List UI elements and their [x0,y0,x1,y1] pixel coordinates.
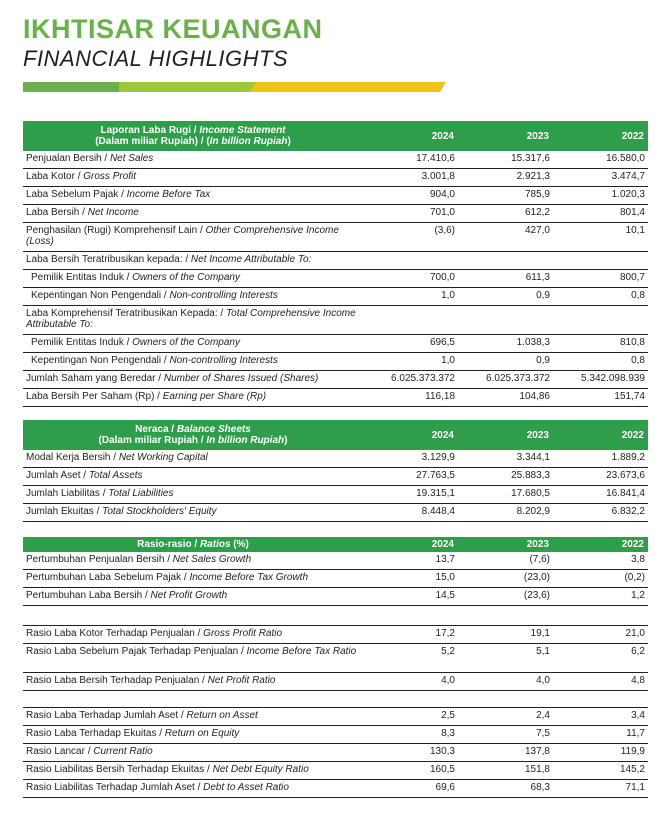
table-row [23,644,648,673]
cell-2022: 16.841,4 [553,486,648,504]
cell-2023: 19,1 [458,626,553,644]
row-label: Penghasilan (Rugi) Komprehensif Lain / Other Comprehensive Income (Loss) [23,223,363,252]
cell-2023: 151,8 [458,762,553,780]
cell-2024: 8,3 [363,726,458,744]
cell-2024: 700,0 [363,270,458,288]
income-rows [23,151,648,407]
table-row [23,270,648,288]
cell-2022: 800,7 [553,270,648,288]
table-row [23,335,648,353]
cell-2022: 6.832,2 [553,504,648,522]
cell-2022: 21,0 [553,626,648,644]
table-row [23,252,648,270]
cell-2024: 130,3 [363,744,458,762]
row-label: Rasio Laba Terhadap Ekuitas / Return on Equity [23,726,363,744]
cell-2022: 119,9 [553,744,648,762]
year-2023: 2023 [458,420,553,450]
row-label: Modal Kerja Bersih / Net Working Capital [23,450,363,468]
cell-2024: (3,6) [363,223,458,252]
cell-2022: 6,2 [553,644,648,673]
row-label: Laba Komprehensif Teratribusikan Kepada: / Total Comprehensive Income Attributable To: [23,306,363,335]
cell-2024: 116,18 [363,389,458,407]
cell-2023: 4,0 [458,673,553,691]
cell-2024: 1,0 [363,288,458,306]
row-label: Pemilik Entitas Induk / Owners of the Company [23,270,363,288]
income-header: Laporan Laba Rugi / Income Statement (Dalam miliar Rupiah) / (In billion Rupiah) [23,121,363,151]
income-statement-table [23,121,648,407]
cell-2023: 611,3 [458,270,553,288]
row-label: Pertumbuhan Laba Sebelum Pajak / Income Before Tax Growth [23,570,363,588]
table-row [23,486,648,504]
cell-2023: 5,1 [458,644,553,673]
cell-2023: 15.317,6 [458,151,553,169]
ratio-return-rows [23,708,648,798]
cell-2023: 1.038,3 [458,335,553,353]
year-2023: 2023 [458,537,553,552]
cell-2022: 0,8 [553,353,648,371]
cell-2023 [458,252,553,270]
cell-2022: 1,2 [553,588,648,606]
row-label: Jumlah Aset / Total Assets [23,468,363,486]
row-label: Rasio Laba Sebelum Pajak Terhadap Penjualan / Income Before Tax Ratio [23,644,363,673]
cell-2024: 19.315,1 [363,486,458,504]
cell-2022: 151,74 [553,389,648,407]
table-row [23,371,648,389]
row-label: Jumlah Saham yang Beredar / Number of Shares Issued (Shares) [23,371,363,389]
table-row [23,205,648,223]
cell-2024: 14,5 [363,588,458,606]
table-row [23,450,648,468]
cell-2022: 3.474,7 [553,169,648,187]
cell-2024: 696,5 [363,335,458,353]
cell-2024: 160,5 [363,762,458,780]
cell-2023: 2,4 [458,708,553,726]
cell-2022: 23.673,6 [553,468,648,486]
row-label: Penjualan Bersih / Net Sales [23,151,363,169]
cell-2024: 13,7 [363,552,458,570]
row-label: Pertumbuhan Penjualan Bersih / Net Sales Growth [23,552,363,570]
row-label: Kepentingan Non Pengendali / Non-controlling Interests [23,353,363,371]
row-label: Rasio Liabilitas Terhadap Jumlah Aset / Debt to Asset Ratio [23,780,363,798]
row-label: Rasio Laba Terhadap Jumlah Aset / Return on Asset [23,708,363,726]
year-2024: 2024 [363,121,458,151]
cell-2024: 8.448,4 [363,504,458,522]
cell-2022: 3,8 [553,552,648,570]
cell-2023: (7,6) [458,552,553,570]
cell-2024: 6.025.373.372 [363,371,458,389]
cell-2023: 7,5 [458,726,553,744]
cell-2024: 4,0 [363,673,458,691]
table-row [23,626,648,644]
table-row [23,780,648,798]
cell-2023: 427,0 [458,223,553,252]
table-row [23,588,648,606]
table-row [23,762,648,780]
year-2022: 2022 [553,420,648,450]
cell-2023: 8.202,9 [458,504,553,522]
cell-2024: 5,2 [363,644,458,673]
ratio-growth-rows [23,552,648,606]
row-label: Rasio Laba Bersih Terhadap Penjualan / Net Profit Ratio [23,673,363,691]
balance-rows [23,450,648,522]
cell-2022: 4,8 [553,673,648,691]
cell-2022 [553,306,648,335]
cell-2024: 69,6 [363,780,458,798]
cell-2022: 145,2 [553,762,648,780]
cell-2024 [363,306,458,335]
cell-2023: 68,3 [458,780,553,798]
row-label: Kepentingan Non Pengendali / Non-controlling Interests [23,288,363,306]
row-label: Laba Bersih / Net Income [23,205,363,223]
cell-2023: 0,9 [458,288,553,306]
cell-2024: 17.410,6 [363,151,458,169]
table-row [23,151,648,169]
table-row [23,504,648,522]
table-row [23,468,648,486]
cell-2023: (23,6) [458,588,553,606]
table-row [23,389,648,407]
row-label: Pertumbuhan Laba Bersih / Net Profit Growth [23,588,363,606]
cell-2023: 2.921,3 [458,169,553,187]
cell-2024: 15,0 [363,570,458,588]
page-title: IKHTISAR KEUANGAN [23,14,323,44]
cell-2022: 10,1 [553,223,648,252]
cell-2023: 3.344,1 [458,450,553,468]
decorative-stripe [23,82,447,92]
cell-2022: 71,1 [553,780,648,798]
cell-2024: 904,0 [363,187,458,205]
table-row [23,306,648,335]
cell-2022: 1.020,3 [553,187,648,205]
row-label: Rasio Lancar / Current Ratio [23,744,363,762]
table-row [23,673,648,691]
cell-2022: 1.889,2 [553,450,648,468]
table-row [23,288,648,306]
table-row [23,570,648,588]
cell-2023: 104,86 [458,389,553,407]
row-label: Jumlah Liabilitas / Total Liabilities [23,486,363,504]
ratios-table-profitability [23,625,648,691]
cell-2024 [363,252,458,270]
table-row [23,353,648,371]
cell-2023: 6.025.373.372 [458,371,553,389]
table-row [23,187,648,205]
year-2022: 2022 [553,537,648,552]
row-label: Pemilik Entitas Induk / Owners of the Company [23,335,363,353]
page-subtitle: FINANCIAL HIGHLIGHTS [23,46,289,71]
cell-2022: 5.342.098.939 [553,371,648,389]
cell-2022: 16.580,0 [553,151,648,169]
row-label: Jumlah Ekuitas / Total Stockholders' Equity [23,504,363,522]
year-2023: 2023 [458,121,553,151]
cell-2023: (23,0) [458,570,553,588]
ratio-margin-rows [23,626,648,691]
cell-2024: 3.129,9 [363,450,458,468]
row-label: Rasio Liabilitas Bersih Terhadap Ekuitas / Net Debt Equity Ratio [23,762,363,780]
cell-2022: (0,2) [553,570,648,588]
table-row [23,744,648,762]
row-label: Rasio Laba Kotor Terhadap Penjualan / Gross Profit Ratio [23,626,363,644]
cell-2024: 27.763,5 [363,468,458,486]
cell-2022: 0,8 [553,288,648,306]
ratios-table [23,537,648,606]
cell-2022: 801,4 [553,205,648,223]
cell-2023: 612,2 [458,205,553,223]
cell-2023: 785,9 [458,187,553,205]
row-label: Laba Sebelum Pajak / Income Before Tax [23,187,363,205]
cell-2024: 1,0 [363,353,458,371]
cell-2023: 25.883,3 [458,468,553,486]
cell-2023: 137,8 [458,744,553,762]
row-label: Laba Bersih Per Saham (Rp) / Earning per Share (Rp) [23,389,363,407]
row-label: Laba Bersih Teratribusikan kepada: / Net Income Attributable To: [23,252,363,270]
cell-2024: 701,0 [363,205,458,223]
cell-2023: 17.680,5 [458,486,553,504]
cell-2023: 0,9 [458,353,553,371]
cell-2023 [458,306,553,335]
balance-header: Neraca / Balance Sheets (Dalam miliar Rupiah / In billion Rupiah) [23,420,363,450]
ratios-table-returns [23,707,648,798]
table-row [23,552,648,570]
table-row [23,169,648,187]
cell-2022 [553,252,648,270]
cell-2024: 17,2 [363,626,458,644]
cell-2022: 810,8 [553,335,648,353]
row-label: Laba Kotor / Gross Profit [23,169,363,187]
cell-2022: 11,7 [553,726,648,744]
table-row [23,726,648,744]
ratios-header: Rasio-rasio / Ratios (%) [23,537,363,552]
year-2024: 2024 [363,537,458,552]
year-2024: 2024 [363,420,458,450]
cell-2024: 3.001,8 [363,169,458,187]
table-row [23,708,648,726]
year-2022: 2022 [553,121,648,151]
table-row [23,223,648,252]
cell-2022: 3,4 [553,708,648,726]
balance-sheet-table [23,420,648,522]
cell-2024: 2,5 [363,708,458,726]
